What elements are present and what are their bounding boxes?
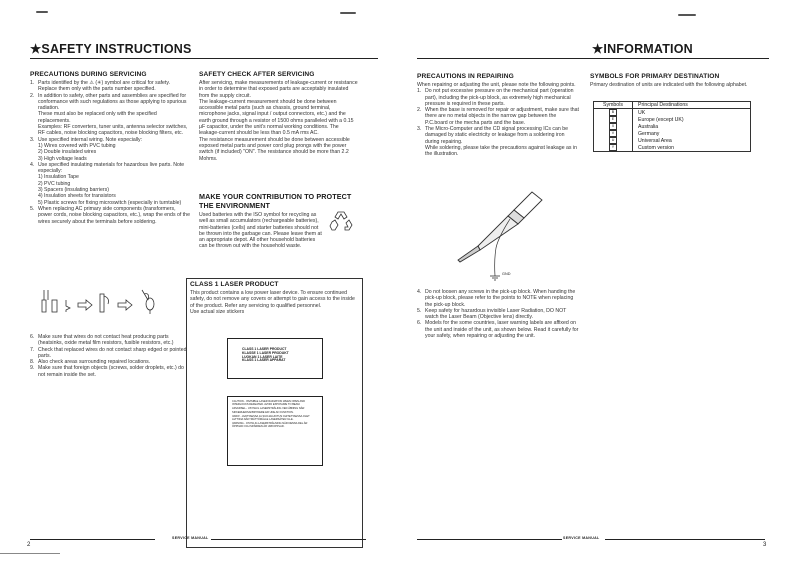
paragraph: Primary destination of units are indicated with the following alphabet. — [590, 82, 748, 88]
precautions-repairing-list — [417, 88, 579, 157]
list-item: 6. Models for the some countries, laser warning labels are affixed on the unit and inside of the unit, as shown below. Read it carefully for your safety, when repairing or adjusting the unit. — [417, 320, 579, 340]
list-item: These must also be replaced only with the specified replacements. — [38, 111, 157, 124]
list-item: 3. Use specified internal wiring. Note especially: — [30, 136, 143, 143]
scan-mark — [340, 12, 356, 14]
list-item: 4. Do not loosen any screws in the pick-up block. When handing the pick-up block, please refer to the points to NOTE when replacing the pick-up block. — [417, 289, 576, 308]
table-row — [594, 130, 751, 137]
list-item: 8. Also check areas surrounding repaired locations. — [30, 359, 151, 366]
left-page-header: ★SAFETY INSTRUCTIONS — [30, 42, 192, 56]
destination-symbol: X — [609, 123, 617, 130]
list-item: 6. Make sure that wires do not contact heat producing parts (heatsinks, oxide metal film resistors, fusible resistors, etc.) — [30, 334, 174, 347]
list-item: 1) Insulation Tape — [38, 174, 79, 181]
scan-mark — [678, 14, 696, 16]
destination-name: Custom version — [638, 144, 675, 151]
section-title: PRECAUTIONS IN REPAIRING — [417, 73, 514, 80]
table-header-row — [594, 102, 751, 109]
recycling-icon — [329, 208, 355, 234]
page-number: 3 — [763, 542, 767, 548]
list-item: 5) Plastic screws for fixing microswitch (especially in turntable) — [38, 199, 182, 206]
destination-name: Australia — [638, 123, 659, 130]
soldering-iron-illustration — [450, 188, 550, 283]
page-number: 2 — [27, 542, 31, 548]
precautions-servicing-list-cont — [30, 334, 190, 378]
table-row — [594, 109, 751, 117]
footer-label: SERVICE MANUAL — [172, 536, 209, 540]
section-title: MAKE YOUR CONTRIBUTION TO PROTECT THE ENVIRONMENT — [199, 192, 352, 210]
column-header: Principal Destinations — [638, 102, 688, 108]
destination-symbol: B — [609, 109, 617, 116]
header-rule — [417, 58, 769, 59]
laser-section — [190, 281, 358, 315]
header-rule — [30, 58, 378, 59]
destination-name: UK — [638, 109, 646, 116]
section-title: PRECAUTIONS DURING SERVICING — [30, 71, 147, 78]
list-item: While soldering, please take the precautions against leakage as in the illustration. — [425, 144, 577, 158]
precautions-servicing-list — [30, 80, 190, 225]
paragraph: Used batteries with the ISO symbol for recycling as well as small accumulators (rechargeable batteries), mini-batteries (cells) and starter batteries should not be thrown into the garbage can. Please leave them at an appropriate depot. All other household batteries can be thrown out with the household waste. — [199, 212, 322, 250]
destination-symbol: Y — [609, 144, 617, 151]
section-title: CLASS 1 LASER PRODUCT — [190, 281, 279, 288]
destination-name: Europe (except UK) — [638, 116, 684, 123]
column-header: Symbols — [594, 102, 633, 109]
right-page-header: ★INFORMATION — [592, 42, 693, 56]
list-item: Examples: RF converters, tuner units, antenna selector switches, RF cables, noise blocking capacitors, noise blocking filters, etc. — [38, 124, 188, 137]
destination-name: Universal Area — [638, 137, 672, 144]
arrow-right-icon — [118, 300, 132, 310]
terminal-icon — [42, 290, 48, 312]
stickers-label: Use actual size stickers — [190, 308, 245, 315]
list-item: 7. Check that replaced wires do not contact sharp edged or pointed parts. — [30, 346, 187, 359]
list-item: 5. When replacing AC primary side components (transformers, power cords, noise blocking capacitors, etc.), wrap the ends of the wires securely about the terminals before soldering. — [30, 205, 190, 225]
list-item: 1. Do not put excessive pressure on the mechanical part (operation part), including the pick-up block, as extremely high mechanical pressure is required in these parts. — [417, 88, 574, 107]
destination-symbol: E — [609, 116, 617, 123]
list-item: 4) Insulation sheets for transistors — [38, 193, 116, 200]
destination-symbol: U — [609, 137, 617, 144]
safety-check-section — [199, 71, 359, 162]
laser-sticker-caution: CAUTION - INVISIBLE LASER RADIATION WHEN OPEN AND INTERLOCKS DEFEATED. AVOID EXPOSURE TO BEAM. ADVARSEL - USYNLIG LASERSTRÅLING VED ÅBNING NÅR SIKKERHEDSAFBRYDERE ER UDE AF FUNKTION. VARO! - AVATTAESSA JA SUOJALUKITUS OHITETTAESSA OLET ALTTIINA NÄKYMÄTTÖMÄLLE LASERSÄTEILYLLE. VARNING - OSYNLIG LASERSTRÅLNING NÄR DENNA DEL ÄR ÖPPNAD OCH SPÄRREN ÄR URKOPPLAD. — [227, 396, 323, 466]
list-item: 1) Wires covered with PVC tubing — [38, 142, 116, 149]
paragraph: When repairing or adjusting the unit, please note the following points. — [417, 82, 576, 88]
destination-table — [593, 101, 751, 152]
table-row — [594, 123, 751, 130]
list-item: 1. Parts identified by the ⚠ (✳) symbol are critical for safety. Replace them only with the parts number specified. — [30, 80, 171, 93]
gnd-label: GND — [502, 272, 511, 276]
destination-symbol: V — [609, 130, 617, 137]
list-item: 3) Spacers (insulating barriers) — [38, 187, 109, 194]
list-item: 3. The Micro-Computer and the CD signal processing ICs can be damaged by static electricity or leakage from a soldering iron during repairing. — [417, 126, 569, 145]
symbols-section — [590, 73, 760, 88]
precautions-repairing-list-cont — [417, 289, 579, 339]
section-title: SAFETY CHECK AFTER SERVICING — [199, 71, 315, 78]
table-row — [594, 144, 751, 152]
list-item: 3) High voltage leads — [38, 155, 87, 162]
precautions-repairing-section — [417, 73, 579, 158]
table-row — [594, 137, 751, 144]
paragraph: The resistance measurement should be done between accessible exposed metal parts and power cord plug prongs with the power switch (if included) "ON". The resistance should be more than 2.2 Mohms. — [199, 136, 350, 162]
scan-mark — [36, 11, 48, 13]
table-row — [594, 116, 751, 123]
wire-wrapping-illustration — [38, 286, 178, 316]
paragraph: After servicing, make measurements of leakage-current or resistance in order to determine that exposed parts are acceptably insulated from the supply circuit. — [199, 80, 358, 99]
list-item: 2) Double insulated wires — [38, 149, 97, 156]
list-item: 5. Keep safety for hazardous invisible Laser Radiation, DO NOT watch the Laser Beam (Objective lens) directly. — [417, 307, 567, 321]
list-item: 2) PVC tubing — [38, 180, 71, 187]
precautions-servicing-section — [30, 71, 190, 225]
list-item: 2. In addition to safety, other parts and assemblies are specified for conformance with such regulations as those applying to spurious radiation. — [30, 92, 187, 112]
list-item: 2. When the base is removed for repair or adjustment, make sure that there are no metal objects in the narrow gap between the P.C.board or the mecha parts and the base. — [417, 107, 579, 126]
list-item: 9. Make sure that foreign objects (screws, solder droplets, etc.) do not remain inside the set. — [30, 365, 184, 378]
destination-name: Germany — [638, 130, 660, 137]
section-title: SYMBOLS FOR PRIMARY DESTINATION — [590, 73, 720, 80]
list-item: 4. Use specified insulating materials for hazardous live parts. Note especially: — [30, 161, 185, 175]
paragraph: This product contains a low power laser device. To ensure continued safety, do not remove any covers or attempt to gain access to the inside of the product. Refer any servicing to qualified personnel. — [190, 290, 355, 309]
arrow-right-icon — [78, 300, 92, 310]
footer-label: SERVICE MANUAL — [563, 536, 600, 540]
paragraph: The leakage-current measurement should be done between accessible metal parts (such as chassis, ground terminal, microphone jacks, signal input / output connectors, etc.) and the earth ground through a resistor of 1500 ohms paralleled with a 0.15 μF capacitor, under the unit's normal working conditions. The leakage-current should be less than 0.5 mA rms AC. — [199, 98, 354, 137]
laser-sticker-class1: CLASS 1 LASER PRODUCT KLASSE 1 LASER PRODUKT LUOKAN 1 LASER LAITE KLASS 1 LASER APPARAT — [227, 338, 323, 379]
